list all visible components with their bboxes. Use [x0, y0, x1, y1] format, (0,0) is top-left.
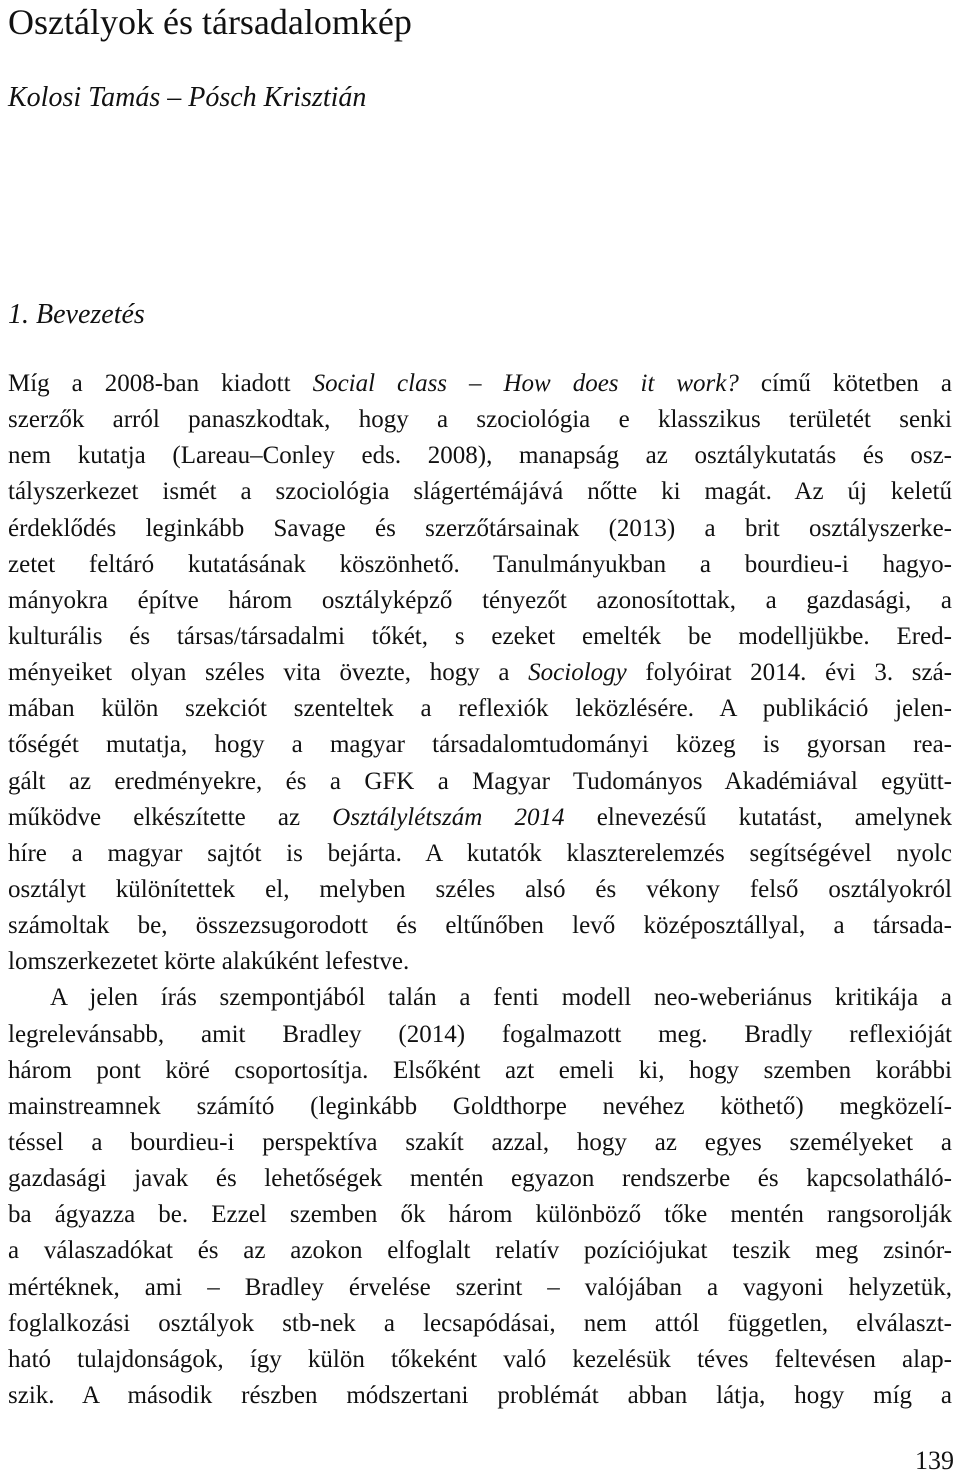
text-segment: tályszerkezet ismét a szociológia slágertémájává nőtte ki magát. Az új keletű [8, 478, 952, 506]
text-segment: foglalkozási osztályok stb-nek a lecsapódásai, nem attól független, elválaszt- [8, 1309, 952, 1337]
text-segment: ható tulajdonságok, így külön tőkeként való kezelésük téves feltevésen alap- [8, 1345, 952, 1373]
article-authors: Kolosi Tamás – Pósch Krisztián [8, 82, 367, 113]
text-line [8, 1306, 952, 1342]
text-segment: gált az eredményekre, és a GFK a Magyar Tudományos Akadémiával együtt- [8, 767, 952, 795]
text-line [8, 1017, 952, 1053]
text-line [8, 1053, 952, 1089]
text-segment: című kötetben a [738, 370, 952, 397]
italic-text: Social class – How does it work? [312, 370, 739, 397]
text-segment: szerzők arról panaszkodtak, hogy a szociológia e klasszikus területét senki [8, 406, 952, 434]
text-segment: Míg a 2008-ban kiadott [8, 370, 313, 397]
italic-text: Osztálylétszám 2014 [332, 803, 565, 831]
text-line [8, 1342, 952, 1378]
text-line [8, 1378, 952, 1414]
text-segment: érdeklődés leginkább Savage és szerzőtársainak (2013) a brit osztályszerke- [8, 514, 952, 542]
text-line [8, 474, 952, 510]
text-segment: gazdasági javak és lehetőségek mentén egyazon rendszerbe és kapcsolatháló- [8, 1165, 952, 1193]
text-segment: számoltak be, összezsugorodott és eltűnőben levő középosztállyal, a társada- [8, 912, 952, 940]
text-segment: mányokra építve három osztályképző tényezőt azonosítottak, a gazdasági, a [8, 586, 952, 614]
italic-text: Sociology [528, 659, 627, 687]
text-segment: működve elkészítette az [8, 803, 333, 831]
text-line [8, 980, 952, 1016]
text-segment: folyóirat 2014. évi 3. szá- [626, 659, 952, 687]
text-segment: nem kutatja (Lareau–Conley eds. 2008), manapság az osztálykutatás és osz- [8, 442, 952, 470]
text-segment: szik. A második részben módszertani problémát abban látja, hogy míg a [8, 1381, 952, 1409]
text-segment: mértéknek, ami – Bradley érvelése szerint – valójában a vagyoni helyzetük, [8, 1273, 952, 1301]
text-segment: híre a magyar sajtót is bejárta. A kutatók klaszterelemzés segítségével nyolc [8, 839, 952, 867]
text-segment: ményeiket olyan széles vita övezte, hogy a [8, 659, 529, 687]
text-line [8, 1089, 952, 1125]
text-line [8, 655, 952, 691]
text-line [8, 1197, 952, 1233]
text-segment: kulturális és társas/társadalmi tőkét, s ezeket emelték be modelljükbe. Ered- [8, 622, 952, 650]
text-line [8, 908, 952, 944]
text-segment: tőségét mutatja, hogy a magyar társadalomtudományi közeg is gyorsan rea- [8, 731, 952, 759]
text-line [8, 727, 952, 763]
text-line [8, 691, 952, 727]
text-line [8, 1270, 952, 1306]
text-segment: a válaszadókat és az azokon elfoglalt relatív pozíciójukat teszik meg zsinór- [8, 1237, 952, 1265]
text-segment: osztályt különítettek el, melyben széles alsó és vékony felső osztályokról [8, 875, 952, 903]
text-segment: lomszerkezetet körte alakúként lefestve. [8, 948, 410, 976]
text-segment: mainstreamnek számító (leginkább Goldthorpe nevéhez köthető) megközelí- [8, 1092, 952, 1120]
text-line [8, 1125, 952, 1161]
text-segment: A jelen írás szempontjából talán a fenti modell neo-weberiánus kritikája a [50, 984, 952, 1012]
text-line [8, 619, 952, 655]
text-segment: téssel a bourdieu-i perspektíva szakít azzal, hogy az egyes személyeket a [8, 1128, 952, 1156]
text-line [8, 800, 952, 836]
page-number: 139 [915, 1446, 954, 1475]
text-segment: elnevezésű kutatást, amelynek [564, 803, 952, 831]
text-line [8, 872, 952, 908]
text-line [8, 836, 952, 872]
text-line [8, 366, 952, 402]
text-line [8, 1233, 952, 1269]
text-line [8, 438, 952, 474]
text-segment: ba ágyazza be. Ezzel szemben ők három különböző tőke mentén rangsorolják [8, 1201, 952, 1229]
text-line [8, 1161, 952, 1197]
text-line [8, 944, 952, 980]
text-line [8, 511, 952, 547]
text-segment: legrelevánsabb, amit Bradley (2014) fogalmazott meg. Bradly reflexióját [8, 1020, 952, 1048]
text-segment: három pont köré csoportosítja. Elsőként azt emeli ki, hogy szemben korábbi [8, 1056, 952, 1084]
body-text [8, 366, 952, 1414]
text-segment: mában külön szekciót szenteltek a reflexiók leközlésére. A publikáció jelen- [8, 695, 952, 723]
text-line [8, 764, 952, 800]
text-segment: zetet feltáró kutatásának köszönhető. Tanulmányukban a bourdieu-i hagyo- [8, 550, 952, 578]
article-title: Osztályok és társadalomkép [8, 2, 412, 42]
section-heading: 1. Bevezetés [8, 299, 145, 330]
text-line [8, 583, 952, 619]
text-line [8, 547, 952, 583]
text-line [8, 402, 952, 438]
